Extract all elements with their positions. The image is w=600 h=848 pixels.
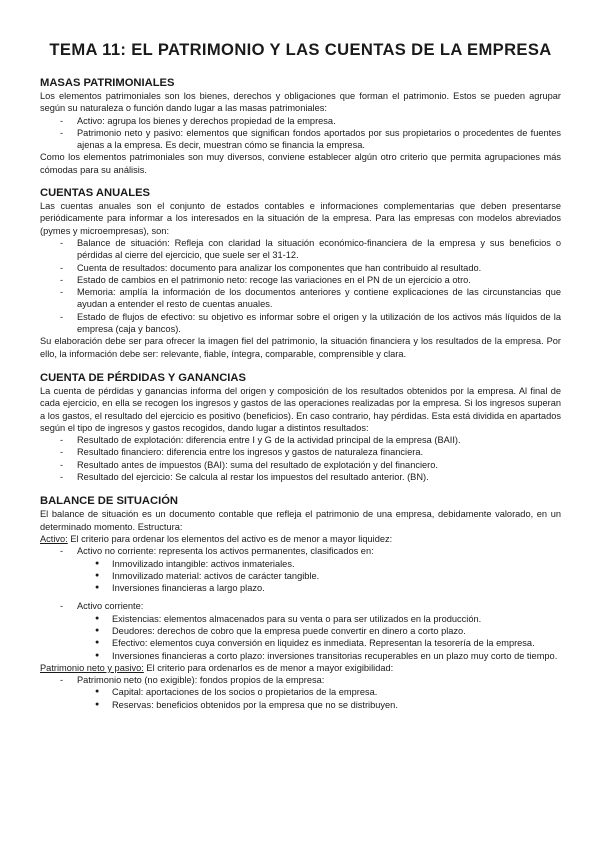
pn-text: El criterio para ordenarlos es de menor a mayor exigibilidad: [143,662,394,673]
document-page [40,40,561,711]
activo-corriente: Activo corriente: [77,601,144,612]
list-item [77,674,561,711]
activo-text: El criterio para ordenar los elementos del activo es de menor a mayor liquidez: [67,533,393,544]
list-item: - Resultado del ejercicio: Se calcula al restar los impuestos del resultado anterior. (BN). [77,471,561,483]
list-item: ● Inversiones financieras a largo plazo. [112,582,561,594]
masas-list [40,115,561,152]
list-item: - Memoria: amplía la información de los documentos anteriores y contiene explicaciones de las circunstancias que ayudan a entender el resto de cuentas anuales. [77,286,561,311]
balance-intro: El balance de situación es un documento contable que refleja el patrimonio de una empresa, debidamente valorado, en un determinado momento. Estructura: [40,509,561,532]
list-item [77,600,561,661]
pn-sublist [77,686,561,711]
list-item: ● Capital: aportaciones de los socios o propietarios de la empresa. [112,686,561,698]
list-item: - Resultado financiero: diferencia entre los ingresos y gastos de naturaleza financiera. [77,446,561,458]
no-corriente-list [77,558,561,595]
list-item: - Estado de flujos de efectivo: su objetivo es informar sobre el origen y la utilización de los activos más líquidos de la empresa (caja y bancos). [77,311,561,336]
list-item: ● Inmovilizado material: activos de carácter tangible. [112,570,561,582]
activo-line [40,533,561,545]
masas-outro: Como los elementos patrimoniales son muy diversos, conviene establecer algún otro criterio que permita agrupaciones más cómodas para su análisis. [40,152,561,175]
perdidas-list [40,434,561,483]
activo-list [40,545,561,594]
list-item: - Estado de cambios en el patrimonio neto: recoge las variaciones en el PN de un ejercicio a otro. [77,274,561,286]
heading-balance: BALANCE DE SITUACIÓN [40,495,178,508]
pn-label: Patrimonio neto y pasivo: [40,662,144,673]
perdidas-intro: La cuenta de pérdidas y ganancias informa del origen y composición de los resultados obtenidos por la empresa. Al final de cada ejercicio, en ella se recogen los ingresos y gastos de las operaciones realizadas por la empresa. Si los ingresos superan a los gastos, el resultado del ejercicio es positivo (beneficios). En caso contrario, hay pérdidas. Esta está dividida en apartados según el tipo de ingresos y gastos recogidos, dando lugar a distintos resultados: [40,385,561,433]
pn-line [40,662,561,674]
list-item: ● Deudores: derechos de cobro que la empresa puede convertir en dinero a corto plazo. [112,625,561,637]
activo-corriente-list [40,600,561,661]
list-item: - Activo: agrupa los bienes y derechos propiedad de la empresa. [77,115,561,127]
cuentas-outro: Su elaboración debe ser para ofrecer la imagen fiel del patrimonio, la situación financiera y los resultados de la empresa. Por ello, la información debe ser: relevante, fiable, íntegra, comparable, comprensible y clara. [40,336,561,359]
list-item: - Patrimonio neto y pasivo: elementos que significan fondos aportados por sus propietarios o procedentes de fuentes ajenas a la empresa. Es decir, muestran cómo se financia la empresa. [77,127,561,152]
list-item [77,545,561,594]
pn-list [40,674,561,711]
activo-no-corriente: Activo no corriente: representa los activos permanentes, clasificados en: [77,546,374,557]
corriente-list [77,613,561,662]
list-item: - Balance de situación: Refleja con claridad la situación económico-financiera de la empresa y sus beneficios o pérdidas al cierre del ejercicio, que suele ser el 31-12. [77,237,561,262]
cuentas-list [40,237,561,335]
pn-item: Patrimonio neto (no exigible): fondos propios de la empresa: [77,675,325,686]
list-item: - Cuenta de resultados: documento para analizar los componentes que han contribuido al resultado. [77,262,561,274]
activo-label: Activo: [40,533,68,544]
page-title: TEMA 11: EL PATRIMONIO Y LAS CUENTAS DE LA EMPRESA [49,40,552,59]
list-item: ● Existencias: elementos almacenados para su venta o para ser utilizados en la producción. [112,613,561,625]
heading-cuentas: CUENTAS ANUALES [40,187,151,200]
list-item: ● Inmovilizado intangible: activos inmateriales. [112,558,561,570]
list-item: ● Inversiones financieras a corto plazo: inversiones transitorias recuperables en un plazo muy corto de tiempo. [112,650,561,662]
list-item: - Resultado de explotación: diferencia entre I y G de la actividad principal de la empresa (BAII). [77,434,561,446]
masas-intro: Los elementos patrimoniales son los bienes, derechos y obligaciones que forman el patrimonio. Estos se pueden agrupar según su naturaleza o función dando lugar a las masas patrimoniales: [40,91,561,114]
cuentas-intro: Las cuentas anuales son el conjunto de estados contables e informaciones complementarias que deben presentarse periódicamente para informar a los interesados en la situación de la empresa. Para las empresas con modelos abreviados (pymes y microempresas), son: [40,201,561,236]
list-item: - Resultado antes de impuestos (BAI): suma del resultado de explotación y del financiero. [77,459,561,471]
heading-perdidas: CUENTA DE PÉRDIDAS Y GANANCIAS [40,371,246,384]
heading-masas: MASAS PATRIMONIALES [40,77,175,89]
list-item: ● Efectivo: elementos cuya conversión en liquidez es inmediata. Representan la tesorería de la empresa. [112,637,561,649]
list-item: ● Reservas: beneficios obtenidos por la empresa que no se distribuyen. [112,699,561,711]
